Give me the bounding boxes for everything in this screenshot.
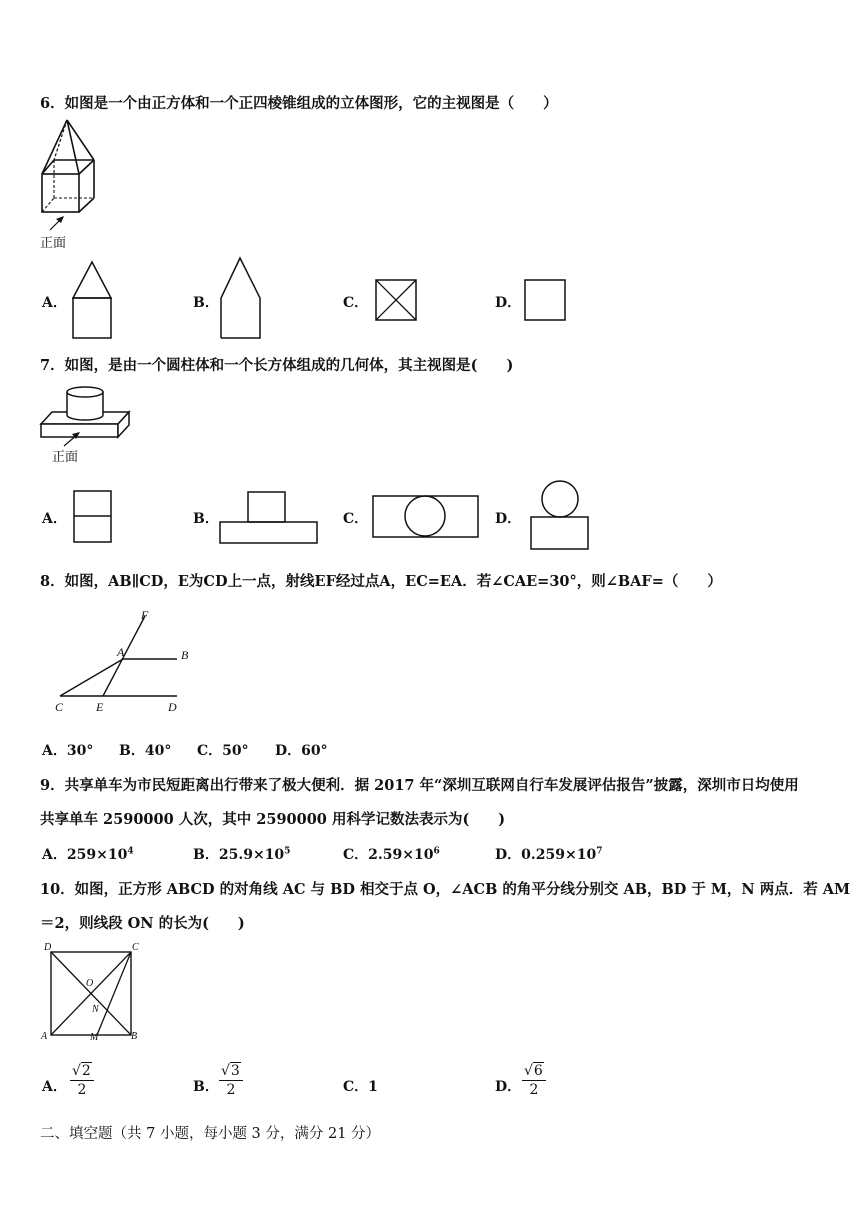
q10-point-o: O [86,978,94,989]
q7-figure-cylinder-box [40,384,132,444]
q8-stem: 8．如图，AB∥CD，E为CD上一点，射线EF经过点A，EC=EA．若∠CAE=30°，则∠BAF=（ ） [40,573,722,590]
q9-option-a-exp: 4 [127,846,134,857]
q7-option-d-label: D． [495,511,522,527]
q8-figure-parallel-lines [50,606,200,716]
q6-option-b-label: B． [193,295,219,311]
q10-option-d-fraction: $\frac{√6}{2}$ [522,1063,546,1098]
q9-option-b [193,844,290,864]
q7-option-a-label: A． [42,511,67,527]
q8-option-b: B．40° [119,743,172,759]
q10-option-c-label: C． [343,1079,369,1095]
q9-stem-line1: 9．共享单车为市民短距离出行带来了极大便利．据 2017 年“深圳互联网自行车发展评估报告”披露，深圳市日均使用 [40,777,799,794]
q6-option-c-label: C． [343,295,369,311]
q10-point-a: A [41,1031,48,1042]
q9-option-c-exp: 6 [433,846,440,857]
q10-option-b-fraction: $\frac{√3}{2}$ [219,1063,243,1098]
q7-stem: 7．如图，是由一个圆柱体和一个长方体组成的几何体，其主视图是( ) [40,357,514,374]
q10-option-c [343,1076,378,1096]
q9-option-d [495,844,602,864]
q6-option-a-figure [70,260,116,340]
q10-option-d-radicand: 6 [533,1063,543,1079]
q9-option-a-base: 259×10 [66,847,128,863]
q7-option-a-figure [72,489,114,545]
section-2-heading: 二、填空题（共 7 小题，每小题 3 分，满分 21 分） [40,1126,381,1142]
q10-option-b-label: B． [193,1079,219,1095]
q9-option-d-base: 0.259×10 [521,847,597,863]
q7-caption: 正面 [52,450,79,465]
q10-option-d-label: D． [495,1079,522,1095]
q9-option-a-label: A． [42,847,67,863]
q6-option-a-label: A． [42,295,67,311]
q10-point-d: D [44,942,52,953]
q6-stem: 6．如图是一个由正方体和一个正四棱锥组成的立体图形，它的主视图是（ ） [40,95,558,112]
q9-stem-line2: 共享单车 2590000 人次，其中 2590000 用科学记数法表示为( ) [40,811,506,828]
q9-option-d-label: D． [495,847,522,863]
q10-stem-line1: 10．如图，正方形 ABCD 的对角线 AC 与 BD 相交于点 O，∠ACB 的角平分线分别交 AB，BD 于 M，N 两点．若 AM [40,881,851,898]
q10-option-d-denominator: 2 [529,1082,539,1098]
q8-point-f: F [141,608,149,622]
q10-option-a-fraction: $\frac{√2}{2}$ [70,1063,94,1098]
q10-point-c: C [132,942,139,953]
q8-point-c: C [55,700,64,714]
q10-option-a-denominator: 2 [77,1082,87,1098]
q7-option-c-label: C． [343,511,369,527]
q10-stem-line2: ＝2，则线段 ON 的长为( ) [40,915,245,932]
q6-figure-cube-pyramid [38,118,103,218]
q7-option-b-label: B． [193,511,219,527]
q10-option-a-radicand: 2 [81,1063,91,1079]
q10-option-b-radicand: 3 [230,1063,240,1079]
q10-point-m: M [90,1032,99,1043]
q6-option-b-figure [218,256,266,340]
q7-option-b-figure [218,490,320,546]
q8-point-e: E [96,700,104,714]
q8-point-b: B [181,648,189,662]
q8-point-d: D [168,700,177,714]
q6-option-c-figure [374,278,418,322]
q8-option-c: C．50° [197,743,249,759]
q10-option-a-label: A． [42,1079,67,1095]
q8-option-a: A．30° [42,743,94,759]
q6-option-d-figure [523,278,567,322]
q9-option-d-exp: 7 [596,846,603,857]
q9-option-b-label: B． [193,847,219,863]
q9-option-a [42,844,134,864]
q9-option-b-base: 25.9×10 [218,847,285,863]
q7-option-d-figure [529,479,591,553]
q7-option-c-figure [371,494,481,540]
q8-point-a: A [117,645,125,659]
q6-caption: 正面 [40,236,67,251]
q9-option-c-label: C． [343,847,369,863]
q9-option-c-base: 2.59×10 [368,847,434,863]
q6-option-d-label: D． [495,295,522,311]
q10-option-c-value: 1 [368,1079,378,1095]
q10-option-b-denominator: 2 [226,1082,236,1098]
q8-option-d: D．60° [275,743,328,759]
q9-option-b-exp: 5 [284,846,291,857]
q10-point-b: B [131,1031,138,1042]
q9-option-c [343,844,440,864]
q10-point-n: N [92,1004,99,1015]
